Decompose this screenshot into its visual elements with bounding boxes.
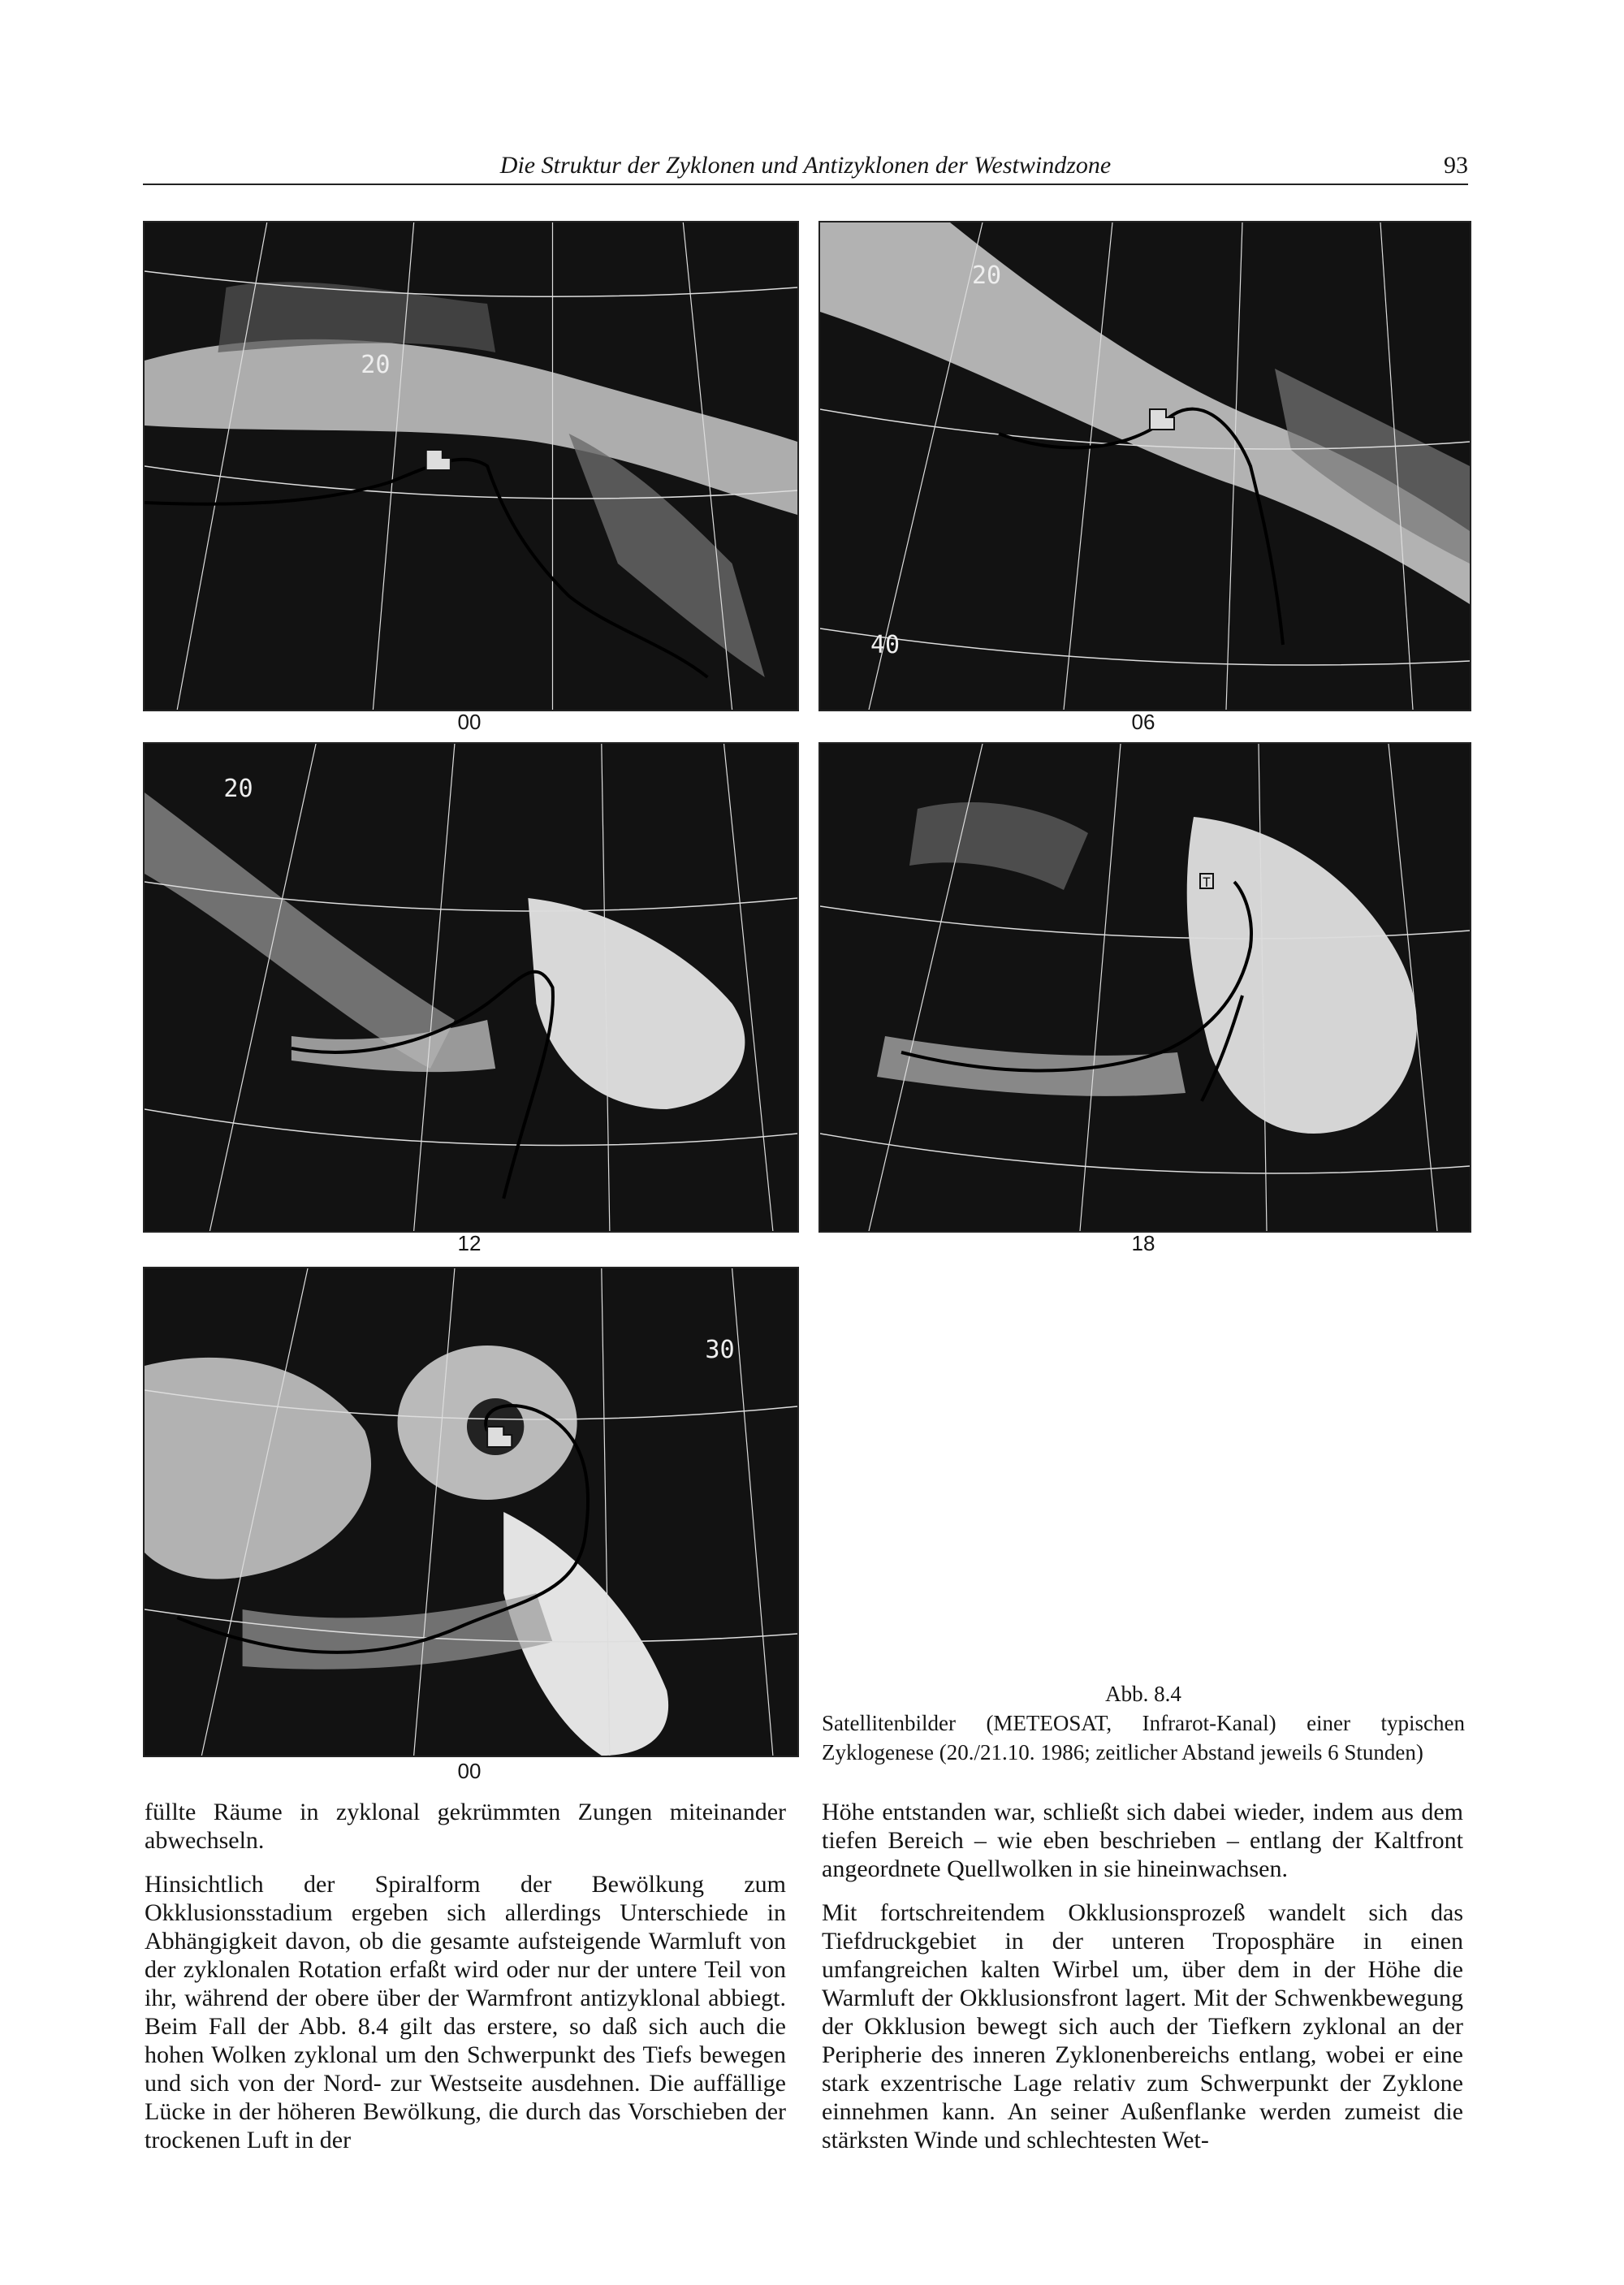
time-label: 00 [457,1759,482,1783]
satellite-image-12 [143,742,799,1233]
paragraph: Hinsichtlich der Spiralform der Bewölkung zum Okklusionsstadium ergeben sich allerdings Unterschiede in Abhängigkeit davon, ob die gesamte aufsteigende Warmluft von der zyklonalen Rotation erfaßt wird oder nur der untere Teil von ihr, während der obere über der Warmfront antizyklonal abbiegt. Beim Fall der Abb. 8.4 gilt das erstere, so daß sich auch die hohen Wolken zyklonal um den Schwerpunkt des Tiefs bewegen und sich von der Nord- zur Westseite ausdehnen. Die auffällige Lücke in der höheren Bewölkung, die durch das Vorschieben der trockenen Luft in der [145,1871,786,2153]
time-label: 06 [1131,710,1155,734]
paragraph: Mit fortschreitendem Okklusionsprozeß wandelt sich das Tiefdruckgebiet in der unteren Troposphäre in einen umfangreichen kalten Wirbel um, über dem in der Höhe die Warmluft der Okklusionsfront lagert. Mit der Schwenkbewegung der Okklusion bewegt sich auch der Tiefkern zyklonal an der Peripherie des inneren Zyklonenbereichs entlang, wobei er eine stark exzentrische Lage relativ zum Schwerpunkt der Zyklone einnehmen kann. An seiner Außenflanke werden zumeist die stärksten Winde und schlechtesten Wet- [822,1899,1463,2153]
chapter-title: Die Struktur der Zyklonen und Antizyklonen der Westwindzone [499,152,1112,179]
page-number: 93 [1444,152,1468,179]
satellite-image-00 [143,221,799,711]
low-symbol: T [1203,875,1211,890]
latitude-label: 20 [361,351,391,379]
running-header [143,151,1468,185]
satellite-image-18 [818,742,1471,1233]
body-left-column [145,1798,786,2170]
figure-number: Abb. 8.4 [1105,1682,1181,1706]
figure-caption [822,1679,1465,1767]
paragraph: füllte Räume in zyklonal gekrümmten Zungen miteinander abwechseln. [145,1799,786,1854]
latitude-label: 30 [705,1336,735,1364]
body-right-column [822,1798,1463,2170]
paragraph: Höhe entstanden war, schließt sich dabei wieder, indem aus dem tiefen Bereich – wie eben beschrieben – entlang der Kaltfront angeordnete Quellwolken in sie hineinwachsen. [822,1799,1463,1882]
latitude-label: 20 [223,775,253,803]
time-label: 18 [1131,1231,1155,1255]
latitude-label: 40 [870,631,901,659]
time-label: 12 [457,1231,482,1255]
satellite-image-06 [818,221,1471,711]
time-label: 00 [457,710,482,734]
caption-text: Satellitenbilder (METEOSAT, Infrarot-Kanal) einer typischen Zyklogenese (20./21.10. 1986; zeitlicher Abstand jeweils 6 Stunden) [822,1711,1465,1765]
satellite-image-00-next-day [143,1267,799,1757]
latitude-label: 20 [971,261,1002,290]
